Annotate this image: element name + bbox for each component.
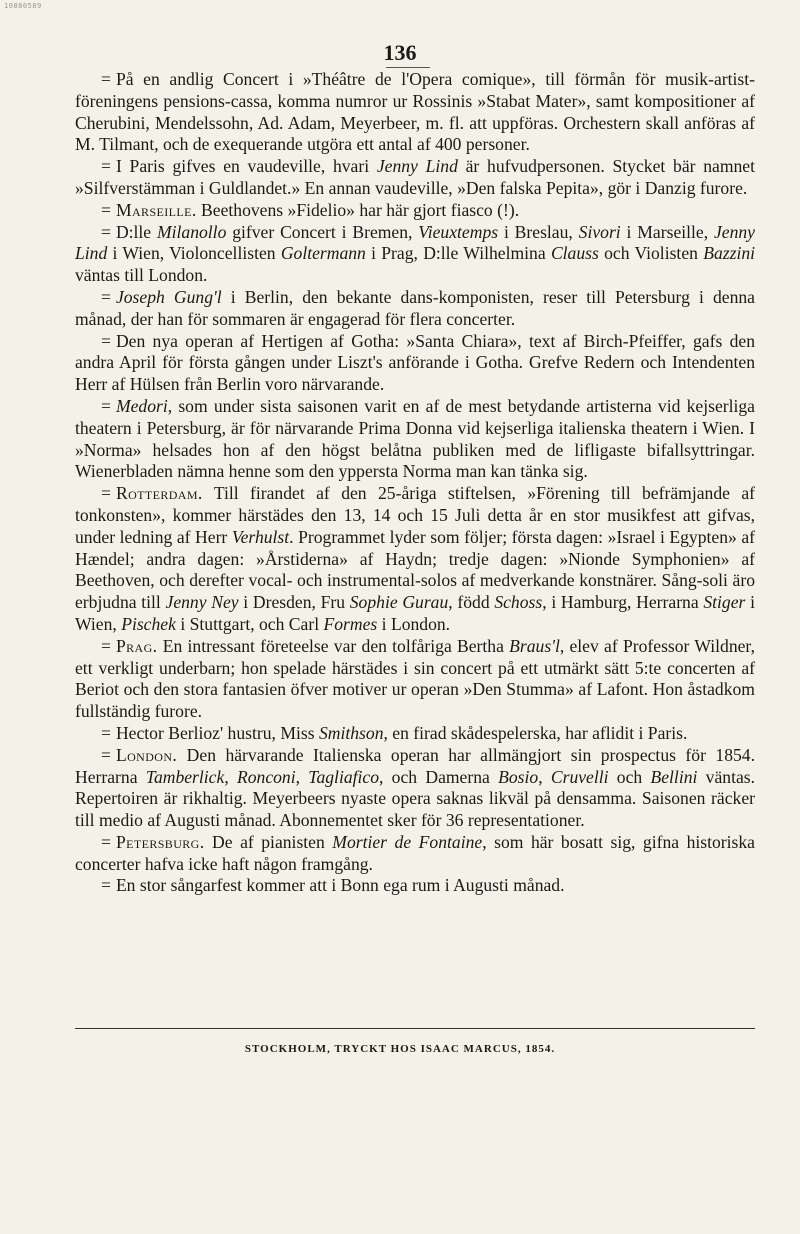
body-text: i London. bbox=[377, 613, 451, 634]
body-text: , elev af Professor Wildner, ett verkligt underbarn; hon spelade härstädes i sin concert på ett utmärkt sätt 5:te concerten af Beriot och den stora fantasien öfver motiver ur operan »Den Stumma» af Lafont. Hon åstadkom fullständig furore. bbox=[75, 635, 755, 722]
body-text: i Dresden, Fru bbox=[238, 592, 350, 613]
body-text: gifver Concert i Bremen, bbox=[226, 221, 419, 242]
news-item-p5 bbox=[75, 287, 755, 331]
person-name: Milanollo bbox=[156, 221, 227, 242]
item-marker: = bbox=[101, 199, 111, 220]
person-name: Smithson bbox=[318, 722, 384, 743]
body-text: , i Hamburg, Herrarna bbox=[542, 592, 704, 613]
person-name: Verhulst bbox=[231, 526, 290, 547]
body-text: i Wien, Violoncellisten bbox=[107, 243, 281, 264]
person-name: Medori bbox=[115, 395, 168, 416]
body-text: väntas. Repertoiren är rikhaltig. Meyerbeers nyaste opera saknas likväl på densamma. Saisonen räcker till medio af Augusti månad. Abonnementet sker för 36 representationer. bbox=[75, 766, 756, 831]
body-text: , som under sista saisonen varit en af de mest betydande artisterna vid kejserliga theatern i Petersburg, är för närvarande Prima Donna vid kejserliga italienska theatern i Wien. I »Norma» helsades hon af den högst belåtna publiken med de lifligaste bifallsyttringar. Wienerbladen nämna henne som den yppersta Norma man kan tänka sig. bbox=[75, 395, 755, 482]
body-text: och Violisten bbox=[598, 243, 704, 264]
person-name: Sivori bbox=[578, 221, 621, 242]
item-marker: = bbox=[101, 69, 111, 89]
body-text: , född bbox=[448, 592, 495, 613]
place-heading: Prag. bbox=[115, 635, 158, 656]
footer-rule bbox=[75, 1028, 755, 1029]
person-name: Braus'l bbox=[509, 635, 560, 656]
news-item-p13 bbox=[75, 875, 755, 897]
person-name: Schoss bbox=[494, 592, 543, 613]
body-text: , en firad skådespelerska, har aflidit i Paris. bbox=[383, 722, 688, 743]
body-text: Hector Berlioz' hustru, Miss bbox=[115, 722, 319, 743]
news-item-p11 bbox=[75, 745, 755, 832]
person-name: Pischek bbox=[121, 613, 176, 634]
place-heading: Petersburg. bbox=[115, 831, 205, 852]
body-text: De af pianisten bbox=[204, 831, 333, 852]
item-marker: = bbox=[101, 635, 111, 656]
item-marker: = bbox=[101, 483, 111, 504]
body-text: , bbox=[295, 766, 309, 787]
body-text: i Wien, bbox=[75, 592, 755, 634]
news-item-p6 bbox=[75, 331, 755, 396]
news-item-p7 bbox=[75, 396, 755, 483]
person-name: Jenny Lind bbox=[75, 221, 755, 264]
person-name: Jenny Ney bbox=[165, 592, 239, 613]
body-text: i Marseille, bbox=[620, 221, 714, 242]
item-marker: = bbox=[101, 744, 111, 765]
body-text: I Paris gifves en vaudeville, hvari bbox=[115, 156, 377, 177]
person-name: Mortier de Fontaine bbox=[332, 831, 483, 852]
article-column bbox=[75, 69, 755, 897]
body-text: , bbox=[224, 766, 237, 787]
person-name: Stiger bbox=[703, 592, 746, 613]
item-marker: = bbox=[101, 722, 111, 743]
body-text: Den härvarande Italienska operan har allmängjort sin prospectus för 1854. Herrarna bbox=[75, 744, 755, 787]
body-text: , bbox=[538, 766, 551, 787]
place-heading: London. bbox=[115, 744, 178, 765]
archive-stamp: 10880589 bbox=[4, 2, 42, 10]
body-text: , som här bosatt sig, gifna historiska concerter hafva icke haft någon framgång. bbox=[75, 831, 755, 874]
person-name: Clauss bbox=[550, 243, 599, 264]
body-text: i Prag, D:lle Wilhelmina bbox=[365, 243, 551, 264]
body-text: På en andlig Concert i »Théâtre de l'Opera comique», till förmån för musik-artist-föreningens pensions-cassa, komma numror ur Rossinis »Stabat Mater», samt kompositioner af Cherubini, Mendelssohn, Ad. Adam, Meyerbeer, m. fl. att uppföras. Orchestern skall anföras af M. Tilmant, och de exequerande utgöra ett antal af 400 personer. bbox=[75, 69, 755, 155]
item-marker: = bbox=[101, 330, 111, 351]
item-marker: = bbox=[101, 286, 111, 307]
body-text: . Programmet lyder som följer; första dagen: »Israel i Egypten» af Hændel; andra dagen: »Årstiderna» af Haydn; tredje dagen: »Nionde Symphonien» af Beethoven, och derefter vocal- och instrumental-solos af medverkande konstnärer. Sång-soli äro erbjudna till bbox=[75, 526, 755, 613]
person-name: Bellini bbox=[650, 766, 698, 787]
news-item-p1 bbox=[75, 69, 755, 156]
person-name: Jenny Lind bbox=[376, 156, 458, 177]
body-text: , och Damerna bbox=[379, 766, 499, 787]
page-number-rule bbox=[386, 67, 430, 68]
item-marker: = bbox=[101, 221, 111, 242]
news-item-p12 bbox=[75, 832, 755, 876]
person-name: Tagliafico bbox=[308, 766, 380, 787]
body-text: i Stuttgart, och Carl bbox=[175, 613, 324, 634]
person-name: Cruvelli bbox=[550, 766, 609, 787]
body-text: väntas till London. bbox=[75, 265, 208, 286]
person-name: Sophie Gurau bbox=[349, 592, 449, 613]
body-text: Beethovens »Fidelio» har här gjort fiasco (!). bbox=[196, 199, 520, 220]
body-text: D:lle bbox=[115, 221, 157, 242]
news-item-p2 bbox=[75, 156, 755, 200]
news-item-p10 bbox=[75, 723, 755, 745]
body-text: i Breslau, bbox=[498, 221, 579, 242]
news-item-p4 bbox=[75, 222, 755, 287]
body-text: En stor sångarfest kommer att i Bonn ega rum i Augusti månad. bbox=[115, 875, 565, 896]
page-number: 136 bbox=[383, 40, 417, 65]
news-item-p3 bbox=[75, 200, 755, 222]
person-name: Bazzini bbox=[703, 243, 756, 264]
person-name: Bosio bbox=[498, 766, 539, 787]
item-marker: = bbox=[101, 831, 111, 852]
person-name: Joseph Gung'l bbox=[115, 286, 222, 307]
body-text: i Berlin, den bekante dans-komponisten, reser till Petersburg i denna månad, der han för sommaren är engagerad för flera concerter. bbox=[75, 286, 755, 329]
person-name: Tamberlick bbox=[145, 766, 225, 787]
body-text: Den nya operan af Hertigen af Gotha: »Santa Chiara», text af Birch-Pfeiffer, gafs den andra April för första gången under Liszt's anförande i Gotha. Grefve Redern och Intendenten Herr af Hülsen från Berlin voro närvarande. bbox=[75, 330, 755, 395]
person-name: Ronconi bbox=[236, 766, 296, 787]
printer-imprint: STOCKHOLM, TRYCKT HOS ISAAC MARCUS, 1854. bbox=[244, 1043, 556, 1055]
body-text: är hufvudpersonen. Stycket bär namnet »Silfverstämman i Guldlandet.» En annan vaudeville, »Den falska Pepita», gör i Danzig furore. bbox=[75, 156, 756, 198]
person-name: Formes bbox=[323, 613, 378, 634]
news-item-p8 bbox=[75, 483, 755, 636]
person-name: Vieuxtemps bbox=[418, 221, 499, 242]
place-heading: Rotterdam. bbox=[115, 483, 203, 504]
place-heading: Marseille. bbox=[115, 199, 197, 220]
item-marker: = bbox=[101, 395, 111, 416]
news-item-p9 bbox=[75, 636, 755, 723]
person-name: Goltermann bbox=[280, 243, 366, 264]
body-text: En intressant företeelse var den tolfåriga Bertha bbox=[157, 635, 510, 656]
item-marker: = bbox=[101, 156, 111, 177]
body-text: och bbox=[608, 766, 651, 787]
item-marker: = bbox=[101, 875, 111, 896]
body-text: Till firandet af den 25-åriga stiftelsen, »Förening till befrämjande af tonkonsten», kommer härstädes den 13, 14 och 15 Juli detta år en stor musikfest att gifvas, under ledning af Herr bbox=[75, 483, 755, 547]
